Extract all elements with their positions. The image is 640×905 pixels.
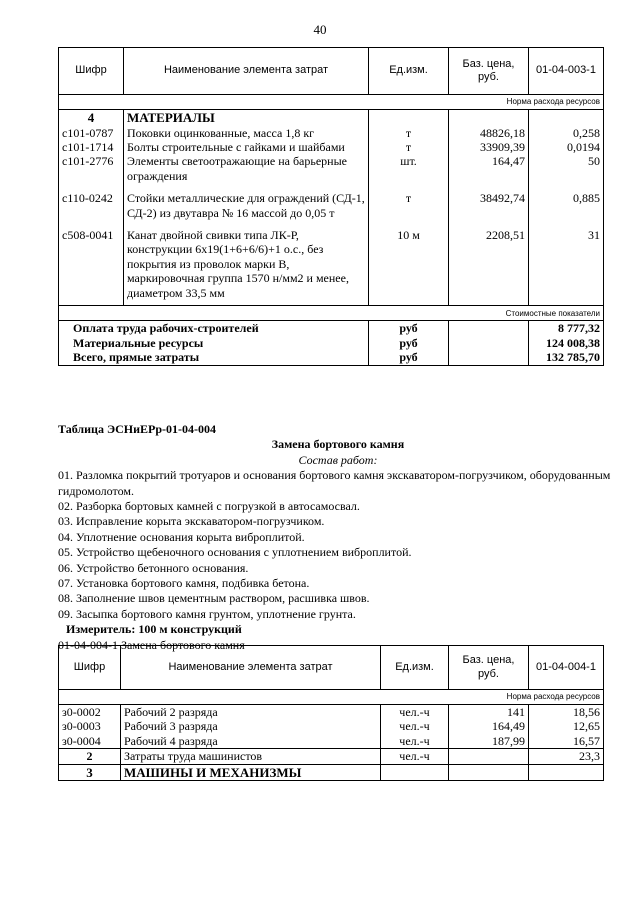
header-price: Баз. цена, руб. (449, 48, 529, 95)
table-row (59, 140, 604, 154)
norm-subtitle: 01-04-004-1 Замена бортового камня (58, 637, 245, 652)
machinists-number: 2 (59, 749, 121, 764)
table-row (59, 719, 604, 733)
list-item: 06. Устройство бетонного основания. (58, 560, 249, 575)
row-name: Болты строительные с гайками и шайбами (124, 140, 369, 154)
header-price: Баз. цена, руб. (449, 646, 529, 690)
row-unit: т (369, 191, 449, 220)
row-unit: чел.-ч (381, 705, 449, 720)
total-value: 124 008,38 (529, 336, 604, 350)
machinists-row (59, 749, 604, 764)
total-value: 132 785,70 (529, 350, 604, 365)
section-number: 3 (59, 764, 121, 781)
row-code: з0-0004 (59, 734, 121, 749)
works-list (58, 468, 618, 622)
table-row (59, 705, 604, 720)
table-title: Таблица ЭСНиЕРр-01-04-004 (58, 422, 217, 436)
row-value: 18,56 (529, 705, 604, 720)
row-unit: т (369, 126, 449, 140)
table-row (59, 191, 604, 220)
list-item: 03. Исправление корыта экскаватором-погрузчиком. (58, 514, 325, 529)
row-code: з0-0002 (59, 705, 121, 720)
total-label: Материальные ресурсы (59, 336, 369, 350)
row-price: 38492,74 (449, 191, 529, 220)
total-row (59, 350, 604, 365)
table-row (59, 734, 604, 749)
row-unit: т (369, 140, 449, 154)
list-item: 08. Заполнение швов цементным раствором, расшивка швов. (58, 591, 370, 606)
list-item: 09. Засыпка бортового камня грунтом, уплотнение грунта. (58, 606, 356, 621)
row-price: 48826,18 (449, 126, 529, 140)
row-price: 141 (449, 705, 529, 720)
band-norm: Норма расхода ресурсов (59, 690, 604, 705)
section-title: МАТЕРИАЛЫ (124, 110, 369, 126)
total-unit: руб (369, 321, 449, 336)
band-cost: Стоимостные показатели (59, 306, 604, 321)
row-unit: чел.-ч (381, 734, 449, 749)
total-label: Всего, прямые затраты (59, 350, 369, 365)
header-name: Наименование элемента затрат (121, 646, 381, 690)
row-value: 0,885 (529, 191, 604, 220)
row-value: 0,258 (529, 126, 604, 140)
row-name: Поковки оцинкованные, масса 1,8 кг (124, 126, 369, 140)
row-value: 12,65 (529, 719, 604, 733)
row-price: 164,47 (449, 154, 529, 183)
total-unit: руб (369, 336, 449, 350)
row-price: 187,99 (449, 734, 529, 749)
row-code: с110-0242 (59, 191, 124, 220)
list-item: 05. Устройство щебеночного основания с уплотнением виброплитой. (58, 545, 412, 560)
list-item: 07. Установка бортового камня, подбивка бетона. (58, 576, 310, 591)
row-name: Рабочий 2 разряда (121, 705, 381, 720)
row-name: Рабочий 4 разряда (121, 734, 381, 749)
total-unit: руб (369, 350, 449, 365)
total-row (59, 321, 604, 336)
row-price: 2208,51 (449, 228, 529, 300)
page-number: 40 (313, 22, 327, 37)
row-code: с101-0787 (59, 126, 124, 140)
table-row (59, 228, 604, 300)
list-item: 04. Уплотнение основания корыта виброплитой. (58, 529, 305, 544)
total-label: Оплата труда рабочих-строителей (59, 321, 369, 336)
total-value: 8 777,32 (529, 321, 604, 336)
row-code: с101-1714 (59, 140, 124, 154)
row-name: Элементы светоотражающие на барьерные ограждения (124, 154, 369, 183)
list-item: 01. Разломка покрытий тротуаров и основания бортового камня экскаватором-погрузчиком, оборудованным гидромолотом. (58, 468, 611, 498)
machinists-value: 23,3 (529, 749, 604, 764)
row-value: 31 (529, 228, 604, 300)
resource-table-01-04-003-1 (58, 47, 604, 366)
works-subheading: Состав работ: (298, 452, 378, 467)
header-code: Шифр (59, 646, 121, 690)
resource-table-01-04-004-1 (58, 645, 604, 781)
header-unit: Ед.изм. (381, 646, 449, 690)
section-row (59, 110, 604, 126)
row-price: 33909,39 (449, 140, 529, 154)
list-item: 02. Разборка бортовых камней с погрузкой в автосамосвал. (58, 499, 360, 514)
row-unit: шт. (369, 154, 449, 183)
header-norm-code: 01-04-003-1 (529, 48, 604, 95)
header-name: Наименование элемента затрат (124, 48, 369, 95)
band-norm: Норма расхода ресурсов (59, 95, 604, 110)
table-row (59, 126, 604, 140)
row-unit: чел.-ч (381, 719, 449, 733)
machinists-unit: чел.-ч (381, 749, 449, 764)
row-code: с101-2776 (59, 154, 124, 183)
table-row (59, 154, 604, 183)
section-number: 4 (59, 110, 124, 126)
section-text (58, 422, 618, 653)
row-unit: 10 м (369, 228, 449, 300)
machinists-name: Затраты труда машинистов (121, 749, 381, 764)
meter: Измеритель: 100 м конструкций (66, 622, 242, 637)
row-value: 16,57 (529, 734, 604, 749)
header-unit: Ед.изм. (369, 48, 449, 95)
section-title: МАШИНЫ И МЕХАНИЗМЫ (121, 764, 381, 781)
row-price: 164,49 (449, 719, 529, 733)
row-value: 50 (529, 154, 604, 183)
header-code: Шифр (59, 48, 124, 95)
row-code: с508-0041 (59, 228, 124, 300)
section-row (59, 764, 604, 781)
row-name: Рабочий 3 разряда (121, 719, 381, 733)
total-row (59, 336, 604, 350)
section-heading: Замена бортового камня (271, 437, 405, 452)
row-name: Стойки металлические для ограждений (СД-1, СД-2) из двутавра № 16 массой до 0,05 т (124, 191, 369, 220)
row-code: з0-0003 (59, 719, 121, 733)
row-name: Канат двойной свивки типа ЛК-Р, конструкции 6х19(1+6+6/6)+1 о.с., без покрытия из проволок марки В, маркировочная группа 1570 н/мм2 и менее, диаметром 33,5 мм (124, 228, 369, 300)
header-norm-code: 01-04-004-1 (529, 646, 604, 690)
row-value: 0,0194 (529, 140, 604, 154)
